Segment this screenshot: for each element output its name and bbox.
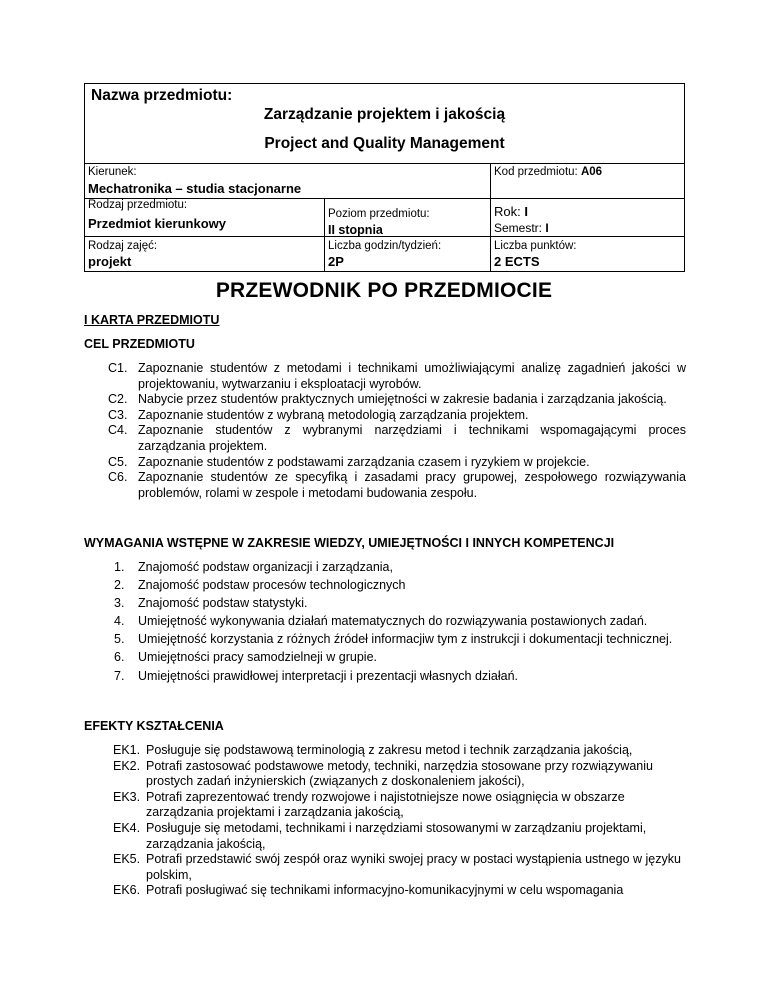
requirement-number: 7. bbox=[114, 668, 125, 683]
class-row bbox=[85, 237, 684, 271]
semester-value: I bbox=[545, 221, 549, 235]
list-item bbox=[113, 790, 683, 821]
field-label: Kierunek: bbox=[88, 166, 137, 178]
goal-number: C6. bbox=[108, 470, 128, 485]
outcome-number: EK2. bbox=[113, 758, 141, 773]
outcomes-list bbox=[113, 743, 683, 899]
list-item bbox=[114, 596, 674, 612]
outcome-number: EK5. bbox=[113, 852, 141, 867]
list-item bbox=[114, 650, 674, 666]
type-label: Rodzaj przedmiotu: bbox=[88, 199, 188, 211]
list-item bbox=[114, 560, 674, 576]
requirement-text: Umiejętności pracy samodzielneji w grupie. bbox=[138, 650, 377, 665]
requirement-text: Znajomość podstaw organizacji i zarządzania, bbox=[138, 560, 393, 574]
course-name-polish: Zarządzanie projektem i jakością bbox=[263, 106, 506, 123]
requirement-number: 5. bbox=[114, 632, 125, 647]
field-value: Mechatronika – studia stacjonarne bbox=[88, 181, 302, 196]
outcome-text: Posługuje się metodami, technikami i narzędziami stosowanymi w zarządzaniu projektami, zarządzania jakością, bbox=[146, 820, 647, 851]
list-item bbox=[108, 392, 686, 408]
semester-label: Semestr: bbox=[494, 221, 546, 235]
points-cell bbox=[490, 237, 684, 271]
requirement-number: 6. bbox=[114, 650, 125, 665]
type-cell bbox=[85, 199, 324, 236]
level-cell bbox=[324, 199, 490, 236]
goal-number: C1. bbox=[108, 361, 128, 375]
goal-text: Zapoznanie studentów ze specyfiką i zasadami pracy grupowej, zespołowego rozwiązywania problemów, rolami w zespole i metodami budowania zespołu. bbox=[138, 470, 686, 500]
outcome-number: EK3. bbox=[113, 789, 141, 804]
class-type-label: Rodzaj zajęć: bbox=[88, 240, 158, 252]
outcome-text: Posługuje się podstawową terminologią z zakresu metod i technik zarządzania jakością, bbox=[146, 743, 633, 757]
requirement-text: Umiejętność wykonywania działań matematycznych do rozwiązywania postawionych zadań. bbox=[138, 614, 648, 629]
goals-list bbox=[108, 361, 686, 501]
list-item bbox=[108, 423, 686, 454]
goal-text: Zapoznanie studentów z podstawami zarządzania czasem i ryzykiem w projekcie. bbox=[138, 454, 590, 469]
goal-number: C3. bbox=[108, 407, 128, 422]
requirement-text: Znajomość podstaw statystyki. bbox=[138, 596, 308, 611]
list-item bbox=[108, 455, 686, 471]
section-learning-outcomes: EFEKTY KSZTAŁCENIA bbox=[84, 719, 224, 733]
level-label: Poziom przedmiotu: bbox=[328, 208, 430, 220]
goal-number: C5. bbox=[108, 454, 128, 469]
list-item bbox=[113, 743, 683, 759]
course-name-cell bbox=[85, 84, 684, 164]
requirement-text: Znajomość podstaw procesów technologicznych bbox=[138, 578, 406, 593]
section-requirements: WYMAGANIA WSTĘPNE W ZAKRESIE WIEDZY, UMIEJĘTNOŚCI I INNYCH KOMPETENCJI bbox=[84, 536, 615, 550]
hours-cell bbox=[324, 237, 490, 271]
class-type-value: projekt bbox=[88, 254, 132, 269]
hours-value: 2P bbox=[328, 254, 344, 269]
requirements-list bbox=[114, 560, 674, 687]
section-course-card: I KARTA PRZEDMIOTU bbox=[84, 313, 220, 327]
list-item bbox=[108, 470, 686, 501]
year-value: I bbox=[524, 204, 528, 219]
course-name-label: Nazwa przedmiotu: bbox=[91, 87, 233, 104]
list-item bbox=[113, 759, 683, 790]
requirement-number: 1. bbox=[114, 560, 125, 574]
list-item bbox=[113, 821, 683, 852]
requirement-number: 3. bbox=[114, 596, 125, 611]
year-text bbox=[494, 204, 528, 219]
goal-text: Zapoznanie studentów z metodami i technikami umożliwiającymi analizę zagadnień jakości w projektowaniu, wytwarzaniu i eksploatacji wyrobów. bbox=[138, 361, 686, 391]
hours-label: Liczba godzin/tydzień: bbox=[328, 240, 442, 252]
points-value: 2 ECTS bbox=[494, 254, 540, 269]
type-row bbox=[85, 199, 684, 237]
field-row bbox=[85, 164, 684, 199]
class-type-cell bbox=[85, 237, 324, 271]
list-item bbox=[114, 669, 674, 685]
goal-number: C2. bbox=[108, 392, 128, 407]
outcome-text: Potrafi posługiwać się technikami informacyjno-komunikacyjnymi w celu wspomagania bbox=[146, 883, 624, 898]
goal-text: Zapoznanie studentów z wybranymi narzędziami i technikami wspomagającymi proces zarządzania projektem. bbox=[138, 423, 686, 453]
list-item bbox=[114, 614, 674, 630]
document-title: PRZEWODNIK PO PRZEDMIOCIE bbox=[215, 279, 553, 302]
semester-text bbox=[494, 221, 549, 235]
list-item bbox=[108, 408, 686, 424]
course-header-table bbox=[84, 83, 685, 272]
code-value: A06 bbox=[580, 166, 603, 178]
list-item bbox=[114, 632, 674, 648]
list-item bbox=[113, 852, 683, 883]
goal-number: C4. bbox=[108, 423, 128, 438]
requirement-text: Umiejętności prawidłowej interpretacji i prezentacji własnych działań. bbox=[138, 668, 519, 683]
outcome-number: EK1. bbox=[113, 743, 141, 757]
list-item bbox=[114, 578, 674, 594]
course-name-english: Project and Quality Management bbox=[264, 135, 505, 152]
requirement-number: 2. bbox=[114, 578, 125, 593]
field-cell bbox=[85, 164, 490, 198]
code-text bbox=[494, 166, 602, 178]
outcome-number: EK6. bbox=[113, 883, 141, 898]
goal-text: Nabycie przez studentów praktycznych umiejętności w zakresie badania i zarządzania jakością. bbox=[138, 392, 667, 407]
code-cell bbox=[490, 164, 684, 198]
outcome-text: Potrafi zastosować podstawowe metody, techniki, narzędzia stosowane przy rozwiązywaniu prostych zadań inżynierskich (związanych z doskonaleniem jakości), bbox=[146, 758, 653, 789]
year-label: Rok: bbox=[494, 204, 525, 219]
list-item bbox=[113, 883, 683, 899]
points-label: Liczba punktów: bbox=[494, 240, 577, 252]
level-value: II stopnia bbox=[328, 223, 383, 237]
outcome-text: Potrafi przedstawić swój zespół oraz wyniki swojej pracy w postaci wystąpienia ustnego w języku polskim, bbox=[146, 852, 681, 882]
outcome-text: Potrafi zaprezentować trendy rozwojowe i najistotniejsze nowe osiągnięcia w obszarze zarządzania projektami i zarządzania jakością, bbox=[146, 789, 625, 820]
outcome-number: EK4. bbox=[113, 820, 141, 835]
year-semester-cell bbox=[490, 199, 684, 236]
requirement-number: 4. bbox=[114, 614, 125, 629]
section-course-goal: CEL PRZEDMIOTU bbox=[84, 337, 195, 351]
requirement-text: Umiejętność korzystania z różnych źródeł informacjiw tym z instrukcji i dokumentacji technicznej. bbox=[138, 632, 673, 647]
goal-text: Zapoznanie studentów z wybraną metodologią zarządzania projektem. bbox=[138, 407, 529, 422]
list-item bbox=[108, 361, 686, 392]
type-value: Przedmiot kierunkowy bbox=[88, 216, 226, 231]
code-label: Kod przedmiotu: bbox=[494, 166, 581, 178]
